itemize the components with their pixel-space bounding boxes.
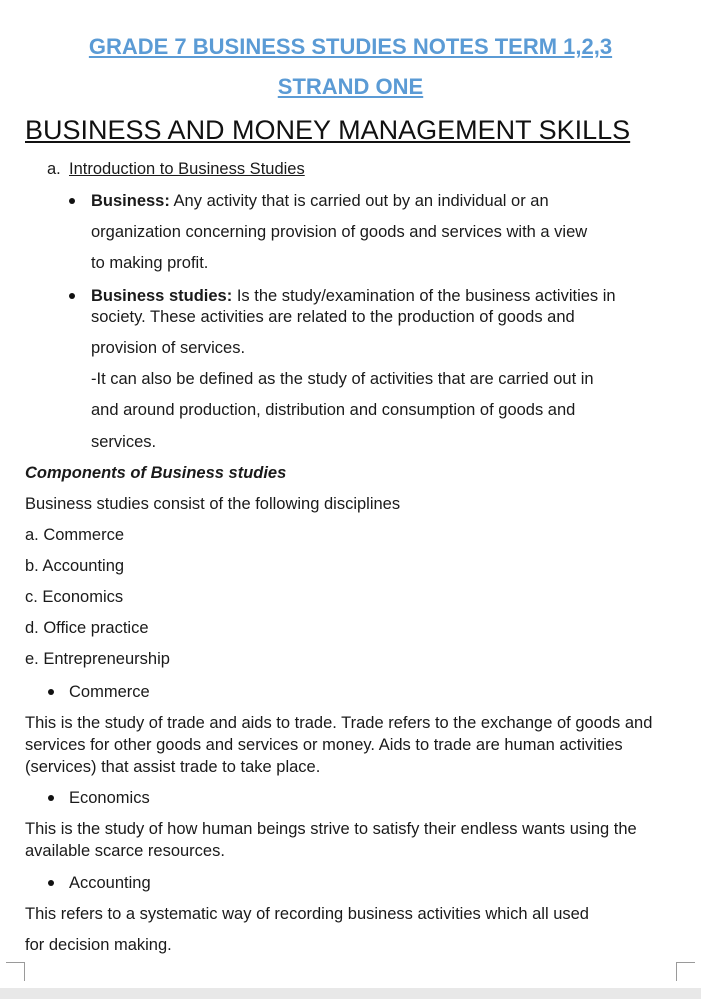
margin-corner-right-icon	[676, 962, 695, 981]
page-break	[0, 988, 701, 999]
definition-business-line-3: to making profit.	[91, 254, 209, 272]
components-intro: Business studies consist of the following disciplines	[25, 495, 401, 513]
topic-accounting-heading: Accounting	[69, 874, 151, 892]
definition-term: Business studies:	[91, 287, 233, 305]
document-title: GRADE 7 BUSINESS STUDIES NOTES TERM 1,2,3	[88, 34, 613, 59]
components-heading: Components of Business studies	[25, 464, 287, 482]
bullet-icon	[69, 198, 75, 204]
bullet-icon	[48, 880, 54, 886]
topic-accounting-line-2: for decision making.	[25, 936, 172, 954]
definition-text: Is the study/examination of the business activities in	[236, 287, 616, 305]
definition-business-line-1	[91, 190, 549, 212]
section-marker: a.	[47, 160, 61, 178]
definition-business-studies-line-6: services.	[91, 433, 157, 451]
discipline-item: a. Commerce	[25, 526, 125, 544]
topic-commerce-heading: Commerce	[69, 683, 150, 701]
discipline-item: e. Entrepreneurship	[25, 650, 170, 668]
bullet-icon	[48, 689, 54, 695]
section-heading: Introduction to Business Studies	[69, 160, 305, 178]
bullet-icon	[69, 293, 75, 299]
margin-corner-left-icon	[6, 962, 25, 981]
discipline-item: d. Office practice	[25, 619, 149, 637]
definition-business-line-2: organization concerning provision of goods and services with a view	[91, 223, 588, 241]
bullet-icon	[48, 795, 54, 801]
topic-accounting-line-1: This refers to a systematic way of recording business activities which all used	[25, 905, 589, 923]
definition-business-studies-line-4: -It can also be defined as the study of activities that are carried out in	[91, 370, 594, 388]
discipline-item: c. Economics	[25, 588, 124, 606]
discipline-item: b. Accounting	[25, 557, 125, 575]
definition-business-studies-line-5: and around production, distribution and consumption of goods and	[91, 401, 576, 419]
topic-commerce-text: This is the study of trade and aids to trade. Trade refers to the exchange of goods and services for other goods and services or money. Aids to trade are human activities (services) that assist trade to take place.	[25, 714, 653, 776]
definition-business-studies-line-1	[91, 285, 616, 307]
main-heading: BUSINESS AND MONEY MANAGEMENT SKILLS	[25, 115, 631, 145]
definition-business-studies-line-2: society. These activities are related to the production of goods and	[91, 308, 575, 326]
topic-economics-heading: Economics	[69, 789, 150, 807]
topic-economics-text: This is the study of how human beings strive to satisfy their endless wants using the available scarce resources.	[25, 820, 637, 860]
definition-term: Business:	[91, 192, 170, 210]
strand-title: STRAND ONE	[277, 74, 424, 99]
definition-text: Any activity that is carried out by an individual or an	[173, 192, 549, 210]
definition-business-studies-line-3: provision of services.	[91, 339, 246, 357]
